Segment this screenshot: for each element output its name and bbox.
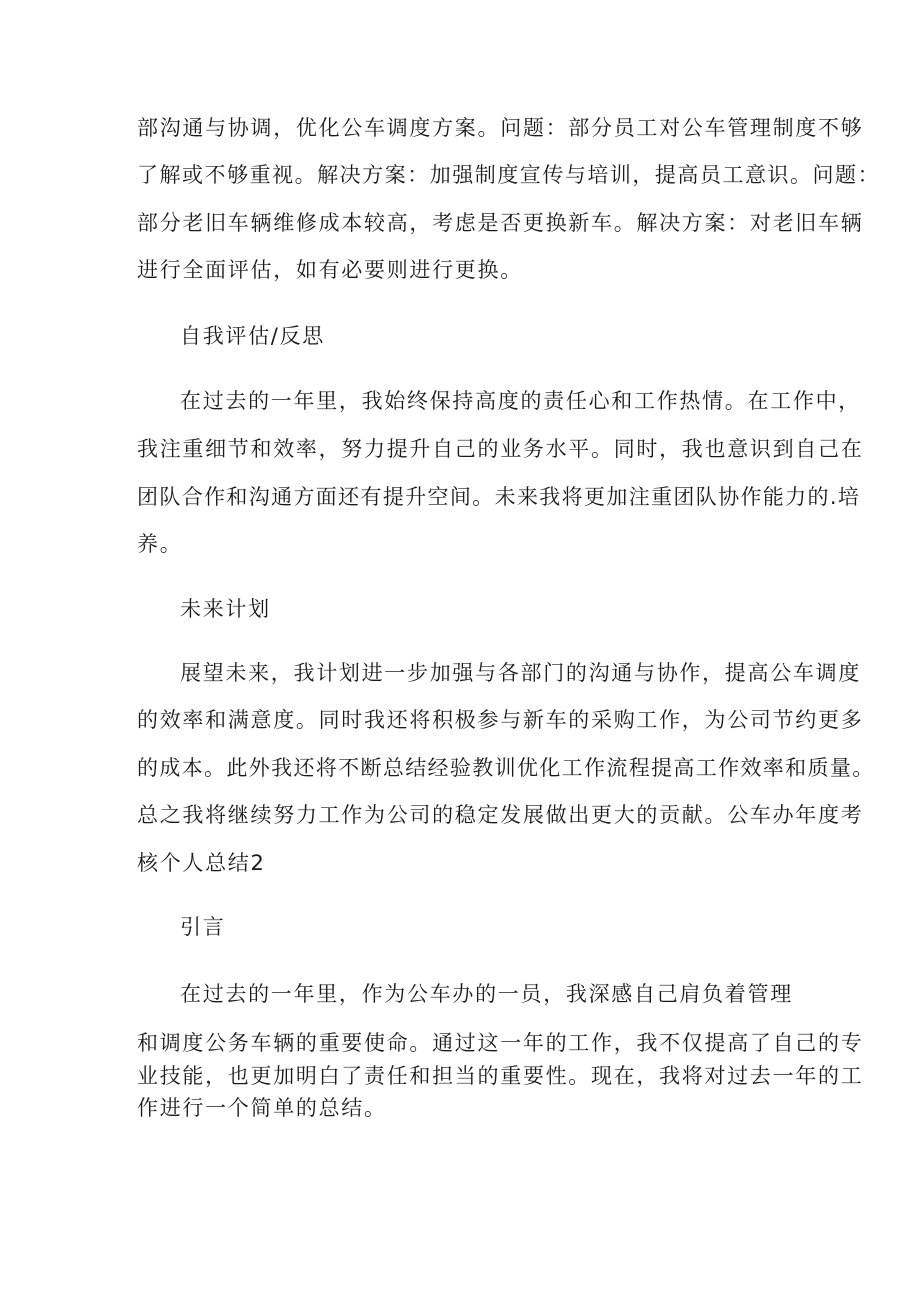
text-line: 进行全面评估，如有必要则进行更换。 <box>137 258 523 282</box>
text-line: 在过去的一年里，我始终保持高度的责任心和工作热情。在工作中， <box>180 389 861 413</box>
text-line: 作进行一个简单的总结。 <box>137 1096 387 1120</box>
text-line: 团队合作和沟通方面还有提升空间。未来我将更加注重团队协作能力的.培 <box>137 485 861 509</box>
text-line: 和调度公务车辆的重要使命。通过这一年的工作，我不仅提高了自己的专 <box>137 1031 864 1055</box>
text-line: 业技能，也更加明白了责任和担当的重要性。现在，我将对过去一年的工 <box>137 1064 864 1088</box>
text-line: 部沟通与协调，优化公车调度方案。问题：部分员工对公车管理制度不够 <box>137 116 864 140</box>
text-line: 展望未来，我计划进一步加强与各部门的沟通与协作，提高公车调度 <box>180 661 861 685</box>
text-line: 总之我将继续努力工作为公司的稳定发展做出更大的贡献。公车办年度考 <box>137 803 864 827</box>
text-line: 的效率和满意度。同时我还将积极参与新车的采购工作，为公司节约更多 <box>137 708 864 732</box>
text-line: 核个人总结2 <box>137 851 266 875</box>
section-heading-future-plan: 未来计划 <box>180 597 271 621</box>
text-line: 我注重细节和效率，努力提升自己的业务水平。同时，我也意识到自己在 <box>137 437 864 461</box>
section-heading-self-assessment: 自我评估/反思 <box>180 324 325 348</box>
text-line: 了解或不够重视。解决方案：加强制度宣传与培训，提高员工意识。问题： <box>137 163 881 187</box>
section-heading-intro: 引言 <box>180 915 226 939</box>
text-line: 部分老旧车辆维修成本较高，考虑是否更换新车。解决方案：对老旧车辆 <box>137 211 864 235</box>
text-line: 的成本。此外我还将不断总结经验教训优化工作流程提高工作效率和质量。 <box>137 756 875 780</box>
text-line: 养。 <box>137 532 183 556</box>
text-line: 在过去的一年里，作为公车办的一员，我深感自己肩负着管理 <box>180 982 793 1006</box>
